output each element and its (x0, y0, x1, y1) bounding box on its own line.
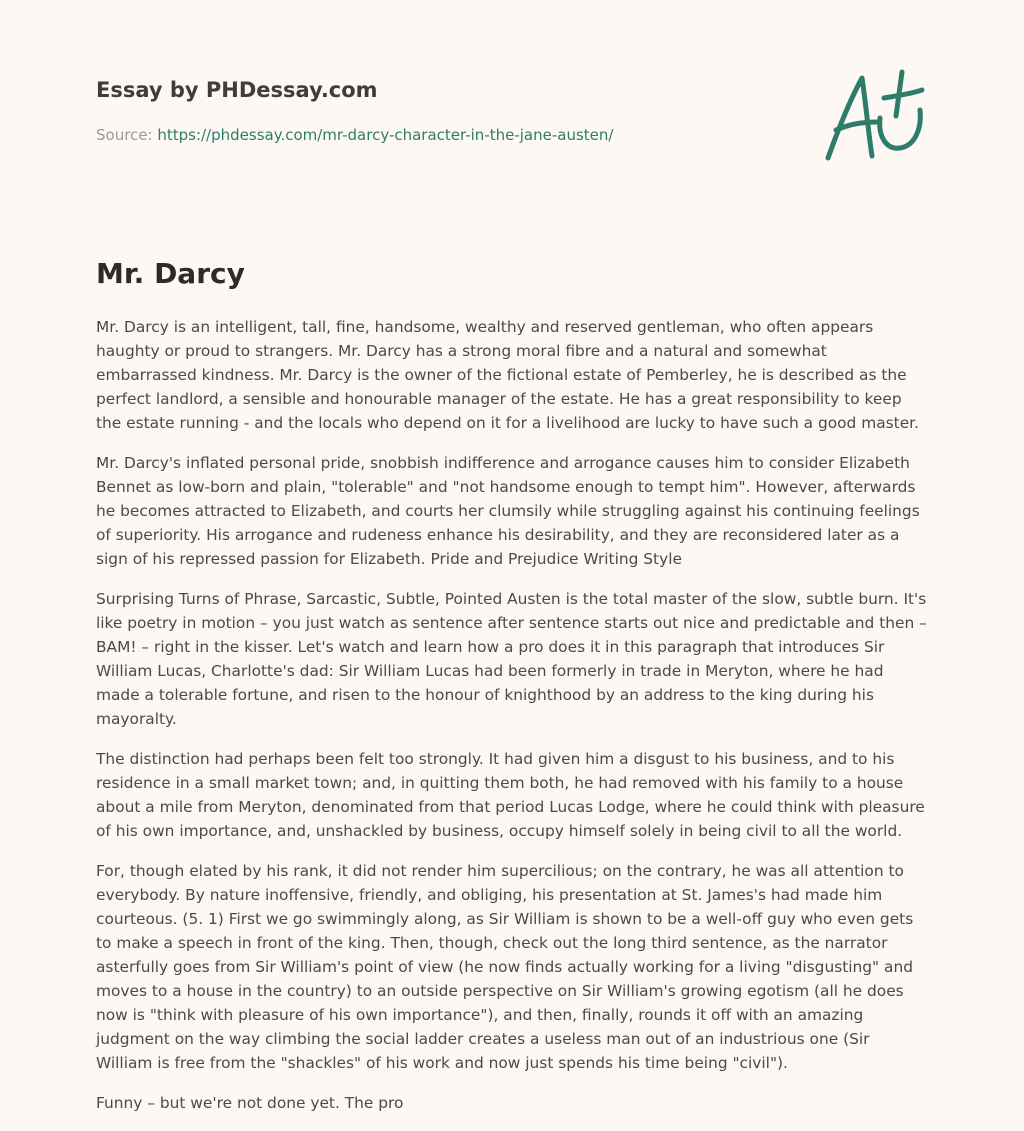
essay-body (96, 315, 930, 1131)
essay-paragraph: For, though elated by his rank, it did not render him supercilious; on the contrary, he was all attention to everybody. By nature inoffensive, friendly, and obliging, his presentation at St. James's had made him courteous. (5. 1) First we go swimmingly along, as Sir William is shown to be a well-off guy who even gets to make a speech in front of the king. Then, though, check out the long third sentence, as the narrator asterfully goes from Sir William's point of view (he now finds actually working for a living "disgusting" and moves to a house in the country) to an outside perspective on Sir William's growing egotism (all he does now is "think with pleasure of his own importance"), and then, finally, rounds it off with an amazing judgment on the way climbing the social ladder creates a useless man out of an industrious one (Sir William is free from the "shackles" of his work and now just spends his time being "civil"). (96, 862, 914, 1072)
a-plus-grade-icon (822, 68, 928, 168)
a-plus-logo-graphic (822, 68, 928, 168)
essay-paragraph: Mr. Darcy is an intelligent, tall, fine, handsome, wealthy and reserved gentleman, who often appears haughty or proud to strangers. Mr. Darcy has a strong moral fibre and a natural and somewhat embarrassed kindness. Mr. Darcy is the owner of the fictional estate of Pemberley, he is described as the perfect landlord, a sensible and honourable manager of the estate. He has a great responsibility to keep the estate running - and the locals who depend on it for a livelihood are lucky to have such a good master. (96, 318, 919, 432)
source-link[interactable]: https://phdessay.com/mr-darcy-character-in-the-jane-austen/ (157, 126, 614, 144)
essay-paragraph: Surprising Turns of Phrase, Sarcastic, Subtle, Pointed Austen is the total master of the slow, subtle burn. It's like poetry in motion – you just watch as sentence after sentence starts out nice and predictable and then – BAM! – right in the kisser. Let's watch and learn how a pro does it in this paragraph that introduces Sir William Lucas, Charlotte's dad: Sir William Lucas had been formerly in trade in Meryton, where he had made a tolerable fortune, and risen to the honour of knighthood by an address to the king during his mayoralty. (96, 590, 927, 728)
essay-title: Mr. Darcy (96, 257, 245, 290)
essay-paragraph: Funny – but we're not done yet. The pro (96, 1094, 404, 1112)
essay-paragraph: The distinction had perhaps been felt too strongly. It had given him a disgust to his business, and to his residence in a small market town; and, in quitting them both, he had removed with his family to a house about a mile from Meryton, denominated from that period Lucas Lodge, where he could think with pleasure of his own importance, and, unshackled by business, occupy himself solely in being civil to all the world. (96, 750, 925, 840)
page-header (96, 72, 796, 146)
site-title: Essay by PHDessay.com (96, 78, 378, 102)
essay-paragraph: Mr. Darcy's inflated personal pride, snobbish indifference and arrogance causes him to consider Elizabeth Bennet as low-born and plain, "tolerable" and "not handsome enough to tempt him". However, afterwards he becomes attracted to Elizabeth, and courts her clumsily while struggling against his continuing feelings of superiority. His arrogance and rudeness enhance his desirability, and they are reconsidered later as a sign of his repressed passion for Elizabeth. Pride and Prejudice Writing Style (96, 454, 920, 568)
source-label: Source: (96, 126, 158, 144)
source-line (96, 124, 796, 146)
